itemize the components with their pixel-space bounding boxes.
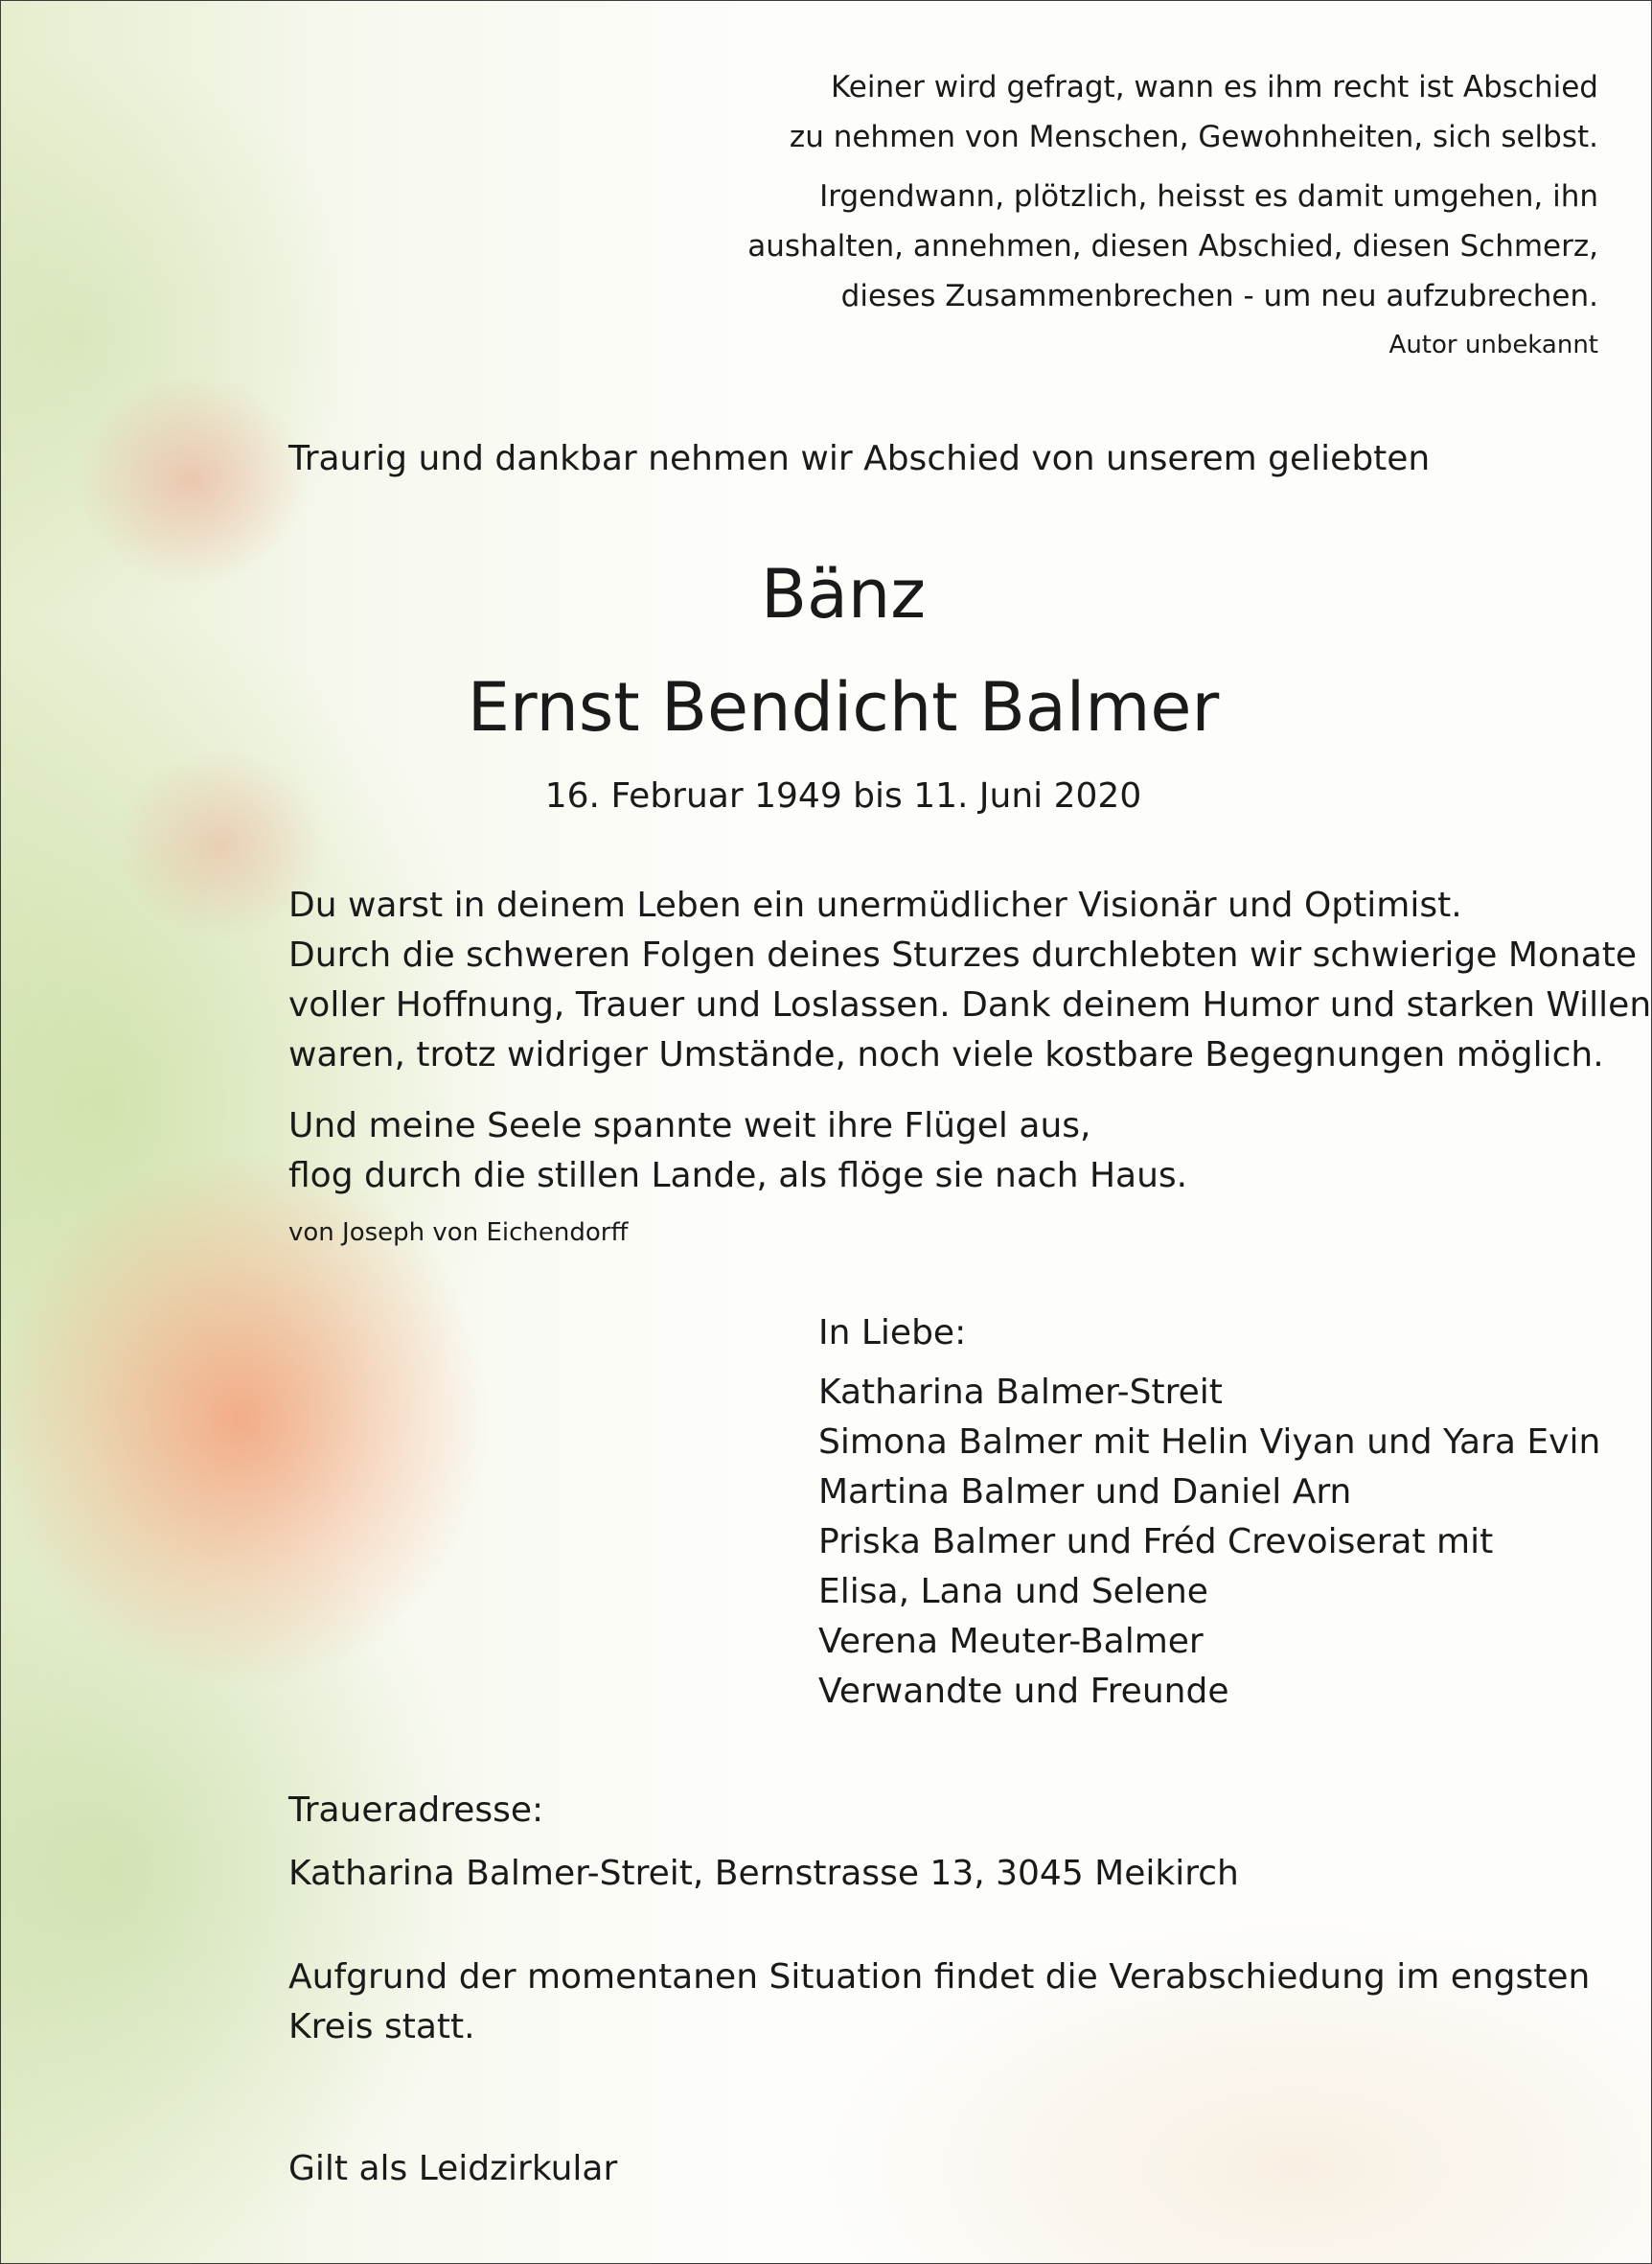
mourner-name: Elisa, Lana und Selene <box>818 1572 1208 1611</box>
mourner-name: Martina Balmer und Daniel Arn <box>818 1472 1352 1512</box>
quote-line: Irgendwann, plötzlich, heisst es damit umgehen, ihn <box>819 179 1598 214</box>
quote-line: zu nehmen von Menschen, Gewohnheiten, sich selbst. <box>789 120 1598 154</box>
mourners-heading: In Liebe: <box>818 1313 967 1352</box>
quote-line: dieses Zusammenbrechen - um neu aufzubrechen. <box>840 279 1598 313</box>
tribute-line: waren, trotz widriger Umstände, noch viele kostbare Begegnungen möglich. <box>288 1035 1604 1074</box>
quote-line: Keiner wird gefragt, wann es ihm recht ist Abschied <box>830 70 1598 104</box>
tribute-text <box>288 881 1651 1080</box>
mourner-name: Verena Meuter-Balmer <box>818 1622 1204 1661</box>
deceased-full-name: Ernst Bendicht Balmer <box>467 668 1220 747</box>
intro-text: Traurig und dankbar nehmen wir Abschied von unserem geliebten <box>288 439 1431 478</box>
deceased-nickname: Bänz <box>760 555 927 634</box>
poem-line: Und meine Seele spannte weit ihre Flügel aus, <box>288 1106 1091 1145</box>
quote-author: Autor unbekannt <box>1388 331 1598 359</box>
notice-line: Kreis statt. <box>288 2007 475 2046</box>
ceremony-notice <box>288 1952 1590 2052</box>
poem-source: von Joseph von Eichendorff <box>288 1218 629 1247</box>
circular-note: Gilt als Leidzirkular <box>288 2149 618 2188</box>
life-dates: 16. Februar 1949 bis 11. Juni 2020 <box>544 776 1142 816</box>
quote-line: aushalten, annehmen, diesen Abschied, diesen Schmerz, <box>747 229 1598 264</box>
poem <box>288 1101 1187 1201</box>
address-value: Katharina Balmer-Streit, Bernstrasse 13, 3045 Meikirch <box>288 1854 1239 1893</box>
tribute-line: Du warst in deinem Leben ein unermüdlicher Visionär und Optimist. <box>288 886 1462 925</box>
deceased-name-block <box>1 538 1652 764</box>
address-label: Traueradresse: <box>288 1790 544 1830</box>
mourner-name: Katharina Balmer-Streit <box>818 1373 1223 1412</box>
notice-line: Aufgrund der momentanen Situation findet die Verabschiedung im engsten <box>288 1957 1591 1997</box>
mourner-name: Verwandte und Freunde <box>818 1672 1229 1711</box>
mourner-name: Priska Balmer und Fréd Crevoiserat mit <box>818 1522 1494 1561</box>
mourners-block <box>818 1308 1600 1717</box>
tribute-line: Durch die schweren Folgen deines Sturzes durchlebten wir schwierige Monate <box>288 936 1638 975</box>
mourner-name: Simona Balmer mit Helin Viyan und Yara Evin <box>818 1422 1601 1462</box>
tribute-line: voller Hoffnung, Trauer und Loslassen. Dank deinem Humor und starken Willen <box>288 985 1652 1025</box>
opening-quote <box>747 62 1598 321</box>
poem-line: flog durch die stillen Lande, als flöge sie nach Haus. <box>288 1156 1188 1195</box>
